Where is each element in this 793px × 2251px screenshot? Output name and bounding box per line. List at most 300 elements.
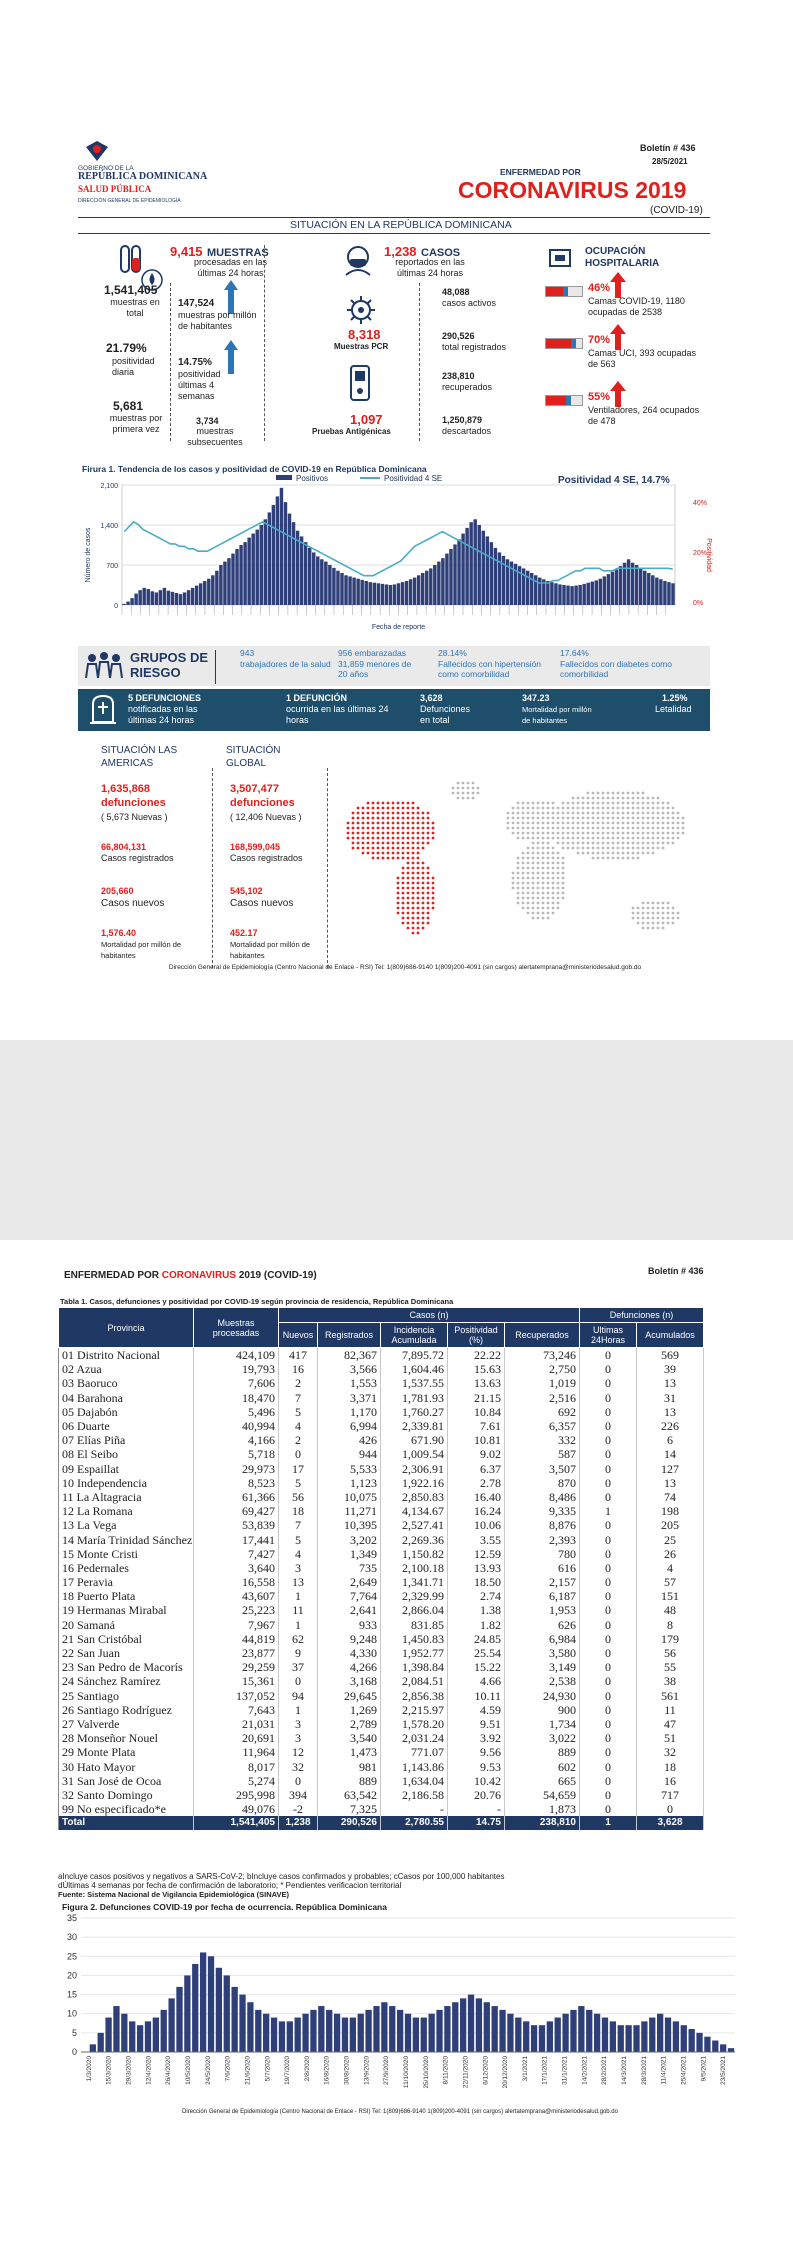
cell: 16,558 [194, 1575, 279, 1589]
map-dot [387, 857, 390, 860]
positivos-bar [498, 552, 501, 605]
map-dot [582, 832, 585, 835]
cell: 14 María Trinidad Sánchez [59, 1532, 194, 1546]
positivos-bar [134, 594, 137, 605]
cell: 13 [637, 1405, 704, 1419]
map-dot [477, 787, 480, 790]
map-dot [407, 842, 410, 845]
map-dot [617, 822, 620, 825]
map-dot [637, 807, 640, 810]
map-dot [577, 837, 580, 840]
map-dot [547, 847, 550, 850]
positivos-bar [211, 575, 214, 605]
map-dot [372, 857, 375, 860]
map-dot [562, 847, 565, 850]
map-dot [517, 887, 520, 890]
x-tick-label: 9/5/2021 [700, 2056, 708, 2082]
map-dot [402, 852, 405, 855]
cell: 2,789 [318, 1717, 381, 1731]
table-note-2: dÚltimas 4 semanas por fecha de confirmación de laboratorio; * Pendientes verificacion territorial [58, 1881, 402, 1890]
cell: 0 [279, 1447, 318, 1461]
map-dot [362, 852, 365, 855]
cell: 29 Monte Plata [59, 1745, 194, 1759]
positivos-bar [304, 542, 307, 605]
cell: 0 [580, 1759, 637, 1773]
cell: 12 [279, 1745, 318, 1759]
map-dot [637, 812, 640, 815]
coat-of-arms-icon [84, 140, 110, 162]
defunciones-bar [460, 1998, 466, 2052]
positivos-bar [308, 548, 311, 605]
map-dot [552, 892, 555, 895]
cell: 0 [637, 1802, 704, 1816]
table-row [59, 1561, 704, 1575]
map-dot [522, 857, 525, 860]
cell: 1,952.77 [381, 1646, 448, 1660]
cell: 4.59 [448, 1703, 505, 1717]
map-dot [362, 807, 365, 810]
map-dot [392, 847, 395, 850]
map-dot [417, 862, 420, 865]
cell: 569 [637, 1348, 704, 1363]
cell: 7,606 [194, 1376, 279, 1390]
map-dot [402, 857, 405, 860]
table-row [59, 1759, 704, 1773]
map-dot [622, 807, 625, 810]
map-dot [532, 807, 535, 810]
cell: 417 [279, 1348, 318, 1363]
table-row [59, 1589, 704, 1603]
map-dot [632, 792, 635, 795]
map-dot [387, 822, 390, 825]
map-dot [562, 877, 565, 880]
map-dot [417, 912, 420, 915]
positivos-bar [554, 583, 557, 605]
cell: 20,691 [194, 1731, 279, 1745]
map-dot [572, 802, 575, 805]
map-dot [432, 892, 435, 895]
map-dot [372, 817, 375, 820]
map-dot [577, 832, 580, 835]
cell: 14.75 [448, 1816, 505, 1830]
y-tick-label: 20 [66, 1970, 77, 1981]
positivos-bar [360, 580, 363, 605]
cell: 1,922.16 [381, 1476, 448, 1490]
cell: 1 [580, 1816, 637, 1830]
cell: 0 [580, 1490, 637, 1504]
positivos-bar [441, 558, 444, 605]
map-dot [542, 802, 545, 805]
map-dot [532, 822, 535, 825]
title-sub: (COVID-19) [650, 205, 703, 216]
cell: - [448, 1802, 505, 1816]
positivos-bar [433, 565, 436, 605]
global-new-cases: 545,102 [230, 886, 263, 896]
pruebas-antigen: 1,097 [350, 412, 383, 427]
map-dot [647, 807, 650, 810]
map-dot [522, 827, 525, 830]
cell: 0 [580, 1731, 637, 1745]
map-dot [527, 802, 530, 805]
map-dot [407, 852, 410, 855]
map-dot [547, 902, 550, 905]
cell: 665 [505, 1774, 580, 1788]
map-dot [607, 857, 610, 860]
map-dot [412, 922, 415, 925]
map-dot [637, 922, 640, 925]
map-dot [527, 812, 530, 815]
positivos-bar [381, 584, 384, 605]
map-dot [367, 827, 370, 830]
map-dot [412, 837, 415, 840]
map-dot [537, 852, 540, 855]
footer-page1: Dirección General de Epidemiología (Centro Nacional de Enlace - RSI) Tel: 1(809)686-9140 1(809)200-4091 (sin cargos) alertatemprana@ministeriodesalud.gob.do [168, 964, 642, 971]
map-dot [667, 917, 670, 920]
map-dot [547, 852, 550, 855]
risk-groups-title: GRUPOS DE RIESGO [130, 650, 209, 680]
casos-total: 290,526 [442, 331, 475, 341]
map-dot [622, 832, 625, 835]
cell: 25,223 [194, 1603, 279, 1617]
map-dot [377, 812, 380, 815]
map-dot [667, 837, 670, 840]
map-dot [427, 897, 430, 900]
risk-desc: Fallecidos con hipertensión como comorbilidad [438, 659, 542, 679]
cell: 17,441 [194, 1532, 279, 1546]
cell: 94 [279, 1689, 318, 1703]
map-dot [607, 832, 610, 835]
map-dot [647, 837, 650, 840]
map-dot [527, 807, 530, 810]
y-tick-label: 5 [71, 2027, 77, 2038]
map-dot [587, 827, 590, 830]
cell: 3,628 [637, 1816, 704, 1830]
cell: 69,427 [194, 1504, 279, 1518]
pruebas-antigen-label: Pruebas Antigénicas [312, 427, 391, 436]
y-tick-label: 700 [106, 563, 118, 570]
divider-global [327, 768, 328, 968]
map-dot [587, 852, 590, 855]
map-dot [417, 817, 420, 820]
map-dot [642, 812, 645, 815]
map-dot [622, 797, 625, 800]
arrow-up-red-icon [610, 324, 626, 350]
map-dot [407, 917, 410, 920]
map-dot [427, 877, 430, 880]
risk-value: 28.14% [438, 648, 467, 658]
map-dot [617, 832, 620, 835]
positivos-bar [122, 604, 125, 605]
map-dot [652, 807, 655, 810]
positivos-bar [183, 592, 186, 605]
map-dot [642, 802, 645, 805]
map-dot [382, 822, 385, 825]
cell: 0 [580, 1419, 637, 1433]
map-dot [372, 837, 375, 840]
map-dot [612, 812, 615, 815]
cell: 01 Distrito Nacional [59, 1348, 194, 1363]
map-dot [602, 822, 605, 825]
map-dot [472, 787, 475, 790]
defunciones-bar [263, 2014, 269, 2052]
map-dot [362, 827, 365, 830]
map-dot [632, 912, 635, 915]
map-dot [537, 842, 540, 845]
map-dot [532, 887, 535, 890]
y-axis-label: Número de casos [85, 527, 92, 583]
map-dot [417, 877, 420, 880]
positivos-bar [364, 581, 367, 605]
map-dot [362, 832, 365, 835]
cell: 2,186.58 [381, 1788, 448, 1802]
map-dot [372, 812, 375, 815]
map-dot [397, 857, 400, 860]
map-dot [352, 847, 355, 850]
defunciones-bar [208, 1956, 214, 2052]
map-dot [662, 912, 665, 915]
map-dot [372, 827, 375, 830]
cell: 226 [637, 1419, 704, 1433]
cell: 0 [580, 1518, 637, 1532]
page-two [0, 1240, 793, 2251]
map-dot [387, 807, 390, 810]
deaths-24h-notified: 5 DEFUNCIONES [128, 693, 202, 703]
cell: 16.24 [448, 1504, 505, 1518]
map-dot [637, 792, 640, 795]
map-dot [657, 902, 660, 905]
cell: 19 Hermanas Mirabal [59, 1603, 194, 1617]
americas-title: SITUACIÓN LAS AMERICAS [101, 745, 178, 769]
map-dot [542, 862, 545, 865]
map-dot [567, 807, 570, 810]
map-dot [417, 822, 420, 825]
map-dot [407, 802, 410, 805]
map-dot [427, 872, 430, 875]
cell: 290,526 [318, 1816, 381, 1830]
defunciones-bar [649, 2018, 655, 2052]
virus-icon [347, 295, 375, 325]
map-dot [667, 922, 670, 925]
cell: 1,143.86 [381, 1759, 448, 1773]
map-dot [667, 807, 670, 810]
map-dot [637, 802, 640, 805]
map-dot [557, 837, 560, 840]
map-dot [397, 902, 400, 905]
positivos-bar [667, 582, 670, 605]
map-dot [382, 832, 385, 835]
map-dot [557, 817, 560, 820]
cell: 10,075 [318, 1490, 381, 1504]
map-dot [677, 832, 680, 835]
risk-group-people-icon [84, 650, 124, 680]
map-dot [517, 812, 520, 815]
cell: 0 [580, 1788, 637, 1802]
positivos-bar [538, 578, 541, 605]
map-dot [627, 837, 630, 840]
map-dot [387, 802, 390, 805]
map-dot [372, 852, 375, 855]
cell: 18 [637, 1759, 704, 1773]
map-dot [627, 827, 630, 830]
casos-recuperados: 238,810 [442, 371, 475, 381]
map-dot [672, 822, 675, 825]
x-tick-label: 8/11/2020 [442, 2056, 450, 2085]
map-dot [552, 837, 555, 840]
deaths-24h-notified-desc: notificadas en las últimas 24 horas [128, 704, 198, 725]
muestras-per-million-desc: muestras por millón de habitantes [178, 310, 257, 331]
map-dot [557, 807, 560, 810]
cell: 0 [580, 1717, 637, 1731]
table-row [59, 1405, 704, 1419]
table-row [59, 1476, 704, 1490]
map-dot [647, 907, 650, 910]
map-dot [627, 792, 630, 795]
map-dot [422, 912, 425, 915]
map-dot [527, 887, 530, 890]
map-dot [637, 912, 640, 915]
map-dot [352, 827, 355, 830]
map-dot [427, 817, 430, 820]
map-dot [542, 867, 545, 870]
cell: 0 [580, 1362, 637, 1376]
map-dot [677, 912, 680, 915]
cell: 5,496 [194, 1405, 279, 1419]
map-dot [552, 907, 555, 910]
map-dot [572, 817, 575, 820]
map-dot [672, 812, 675, 815]
map-dot [517, 832, 520, 835]
map-dot [537, 827, 540, 830]
map-dot [557, 902, 560, 905]
defunciones-bar [436, 2010, 442, 2052]
divider-2 [264, 245, 265, 441]
map-dot [652, 837, 655, 840]
cell: 37 [279, 1660, 318, 1674]
map-dot [517, 822, 520, 825]
positivos-bar [227, 558, 230, 605]
map-dot [392, 842, 395, 845]
map-dot [512, 812, 515, 815]
cell: 27 Valverde [59, 1717, 194, 1731]
divider-3 [419, 283, 420, 441]
map-dot [632, 837, 635, 840]
map-dot [527, 847, 530, 850]
map-dot [587, 797, 590, 800]
risk-desc: 31,859 menores de 20 años [338, 659, 412, 679]
map-dot [602, 832, 605, 835]
divider-1 [170, 283, 171, 441]
map-dot [537, 897, 540, 900]
cell: 3,168 [318, 1674, 381, 1688]
map-dot [582, 812, 585, 815]
defunciones-bar [224, 1975, 230, 2052]
x-tick-label: 12/4/2020 [145, 2056, 153, 2085]
map-dot [522, 812, 525, 815]
positivos-bar [659, 579, 662, 605]
cell: 6 [637, 1433, 704, 1447]
occupancy-pct: 46% [588, 282, 611, 294]
map-dot [667, 817, 670, 820]
map-dot [567, 822, 570, 825]
map-dot [417, 907, 420, 910]
map-dot [542, 912, 545, 915]
cell: 2,306.91 [381, 1462, 448, 1476]
cell: 53,839 [194, 1518, 279, 1532]
map-dot [592, 842, 595, 845]
figure2-chart [55, 1912, 745, 2102]
casos-descartados-desc: descartados [442, 426, 492, 436]
cell: 57 [637, 1575, 704, 1589]
map-dot [577, 817, 580, 820]
positivos-bar [671, 583, 674, 605]
positivos-bar [235, 549, 238, 605]
cell: 0 [580, 1674, 637, 1688]
cell: 7,895.72 [381, 1348, 448, 1363]
global-cases-desc: Casos registrados [230, 853, 303, 863]
muestras-subsecuentes-desc: muestras subsecuentes [187, 426, 243, 447]
cell: 3,371 [318, 1391, 381, 1405]
map-dot [597, 812, 600, 815]
map-dot [417, 832, 420, 835]
map-dot [517, 857, 520, 860]
positivos-bar [643, 571, 646, 605]
risk-value: 956 embarazadas [338, 648, 407, 658]
map-dot [547, 857, 550, 860]
cell: 3,202 [318, 1532, 381, 1546]
col-provincia: Provincia [59, 1308, 194, 1348]
map-dot [562, 872, 565, 875]
cell: 5,533 [318, 1462, 381, 1476]
map-dot [397, 897, 400, 900]
cell: 16 [637, 1774, 704, 1788]
cell: 0 [580, 1774, 637, 1788]
map-dot [362, 837, 365, 840]
map-dot [547, 877, 550, 880]
cell: 11 [637, 1703, 704, 1717]
defunciones-bar [232, 1987, 238, 2052]
table-source: Fuente: Sistema Nacional de Vigilancia Epidemiológica (SINAVE) [58, 1890, 290, 1899]
map-dot [647, 852, 650, 855]
map-dot [537, 857, 540, 860]
defunciones-bar [121, 2014, 127, 2052]
map-dot [392, 852, 395, 855]
map-dot [532, 897, 535, 900]
cell: 0 [580, 1391, 637, 1405]
positivos-bar [373, 583, 376, 605]
map-dot [562, 812, 565, 815]
cell: 54,659 [505, 1788, 580, 1802]
map-dot [582, 817, 585, 820]
cell: 08 El Seibo [59, 1447, 194, 1461]
map-dot [537, 862, 540, 865]
table-row [59, 1646, 704, 1660]
y2-tick-label: 0% [693, 600, 704, 607]
occupancy-bar-marker [566, 396, 571, 405]
deaths-24h-occurred-desc: ocurrida en las últimas 24 horas [286, 704, 389, 725]
cell: 1,349 [318, 1547, 381, 1561]
x-tick-label: 25/4/2021 [680, 2056, 688, 2085]
col-positividad: Positividad (%) [448, 1323, 505, 1348]
cell: 205 [637, 1518, 704, 1532]
map-dot [562, 857, 565, 860]
table-row [59, 1774, 704, 1788]
map-dot [392, 807, 395, 810]
x-tick-label: 7/6/2020 [224, 2056, 232, 2082]
map-dot [402, 847, 405, 850]
x-tick-label: 16/8/2020 [323, 2056, 331, 2085]
cell: 0 [580, 1689, 637, 1703]
map-dot [522, 837, 525, 840]
